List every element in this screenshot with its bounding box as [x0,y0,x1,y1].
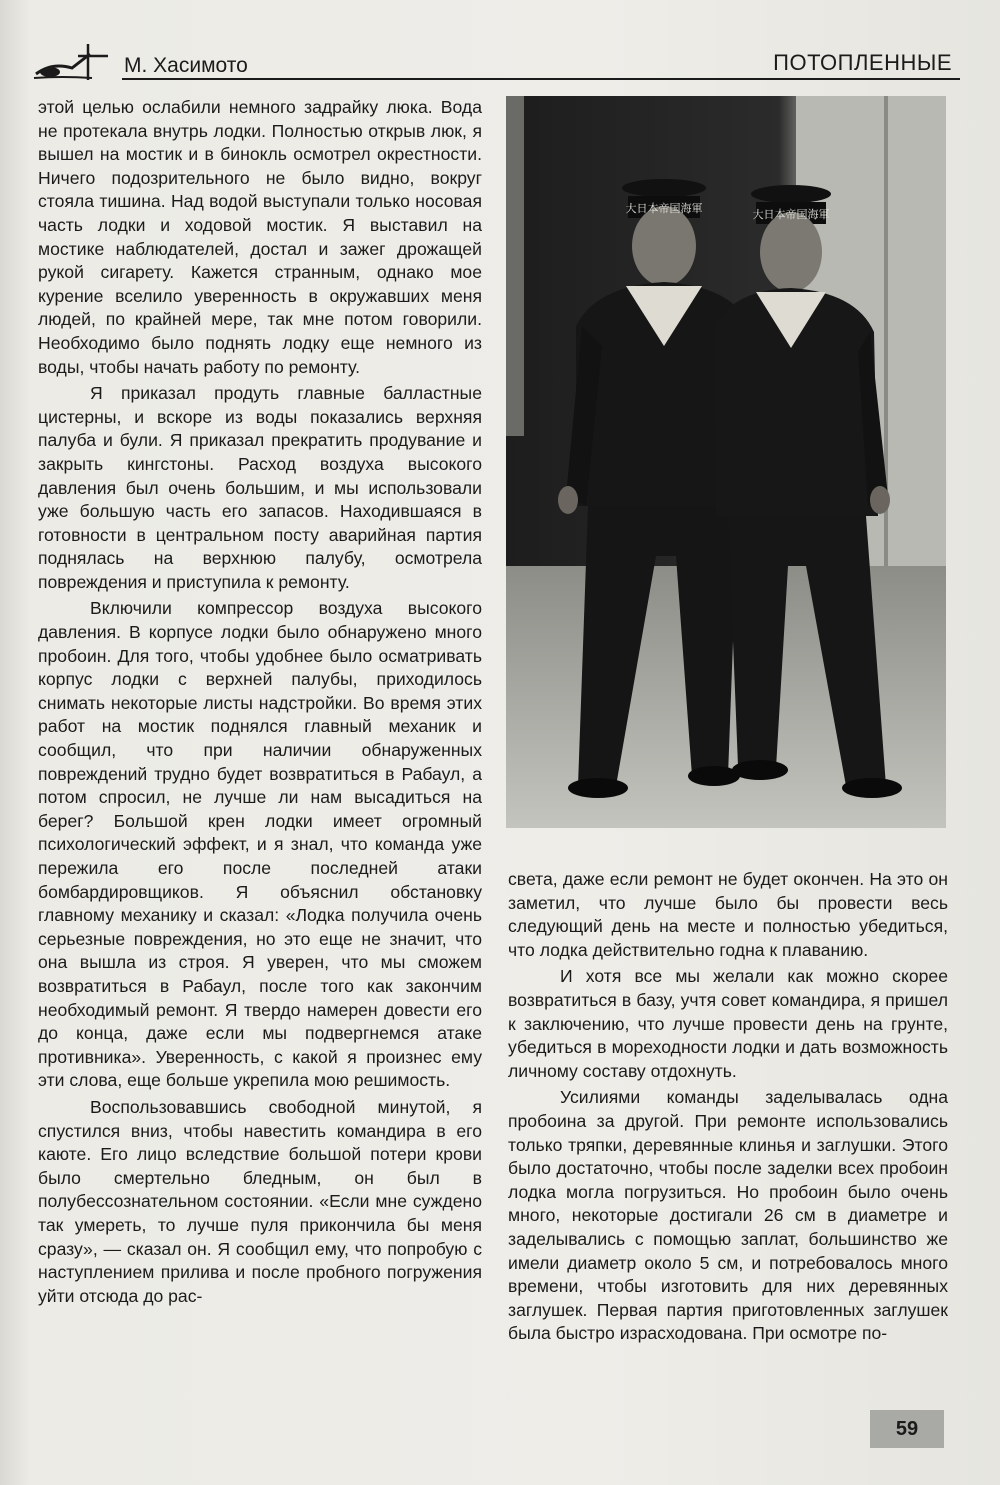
header-section-title: ПОТОПЛЕННЫЕ [773,50,952,75]
photo-two-sailors [506,96,946,828]
paragraph: Включили компрессор воздуха высокого давления. В корпусе лодки было обнаружено много пробоин. Для того, чтобы удобнее было осматривать корпус лодки с верхней палубы, приходилось снимать некоторые листы надстройки. Во время этих работ на мостик поднялся главный механик и сообщил, что при наличии обнаруженных повреждений трудно будет возвратиться в Рабаул, а потом спросил, не лучше ли нам высадиться на берег? Большой крен лодки имеет огромный психологический эффект, и я знал, что команда уже пережила его после последней атаки бомбардировщиков. Я объяснил обстановку главному механику и сказал: «Лодка получила очень серьезные повреждения, но это еще не значит, что она вышла из строя. Я уверен, что мы сможем возвратиться в Рабаул, после того как закончим необходимый ремонт. Я твердо намерен довести его до конца, даже если мы подвергнемся атаке противника». Уверенность, с какой я произнес ему эти слова, еще больше укрепила мою решимость. [38,598,482,1091]
hat-band-text-left: 大日本帝国海軍 [625,202,703,215]
paragraph: Я приказал продуть главные балластные цистерны, и вскоре из воды показались верхняя палуба и були. Я приказал прекратить продувание и закрыть кингстоны. Расход воздуха высокого давления был очень большим, и мы использовали уже большую часть его запасов. Находившаяся в готовности в центральном посту аварийная партия поднялась на верхнюю палубу, осмотрела повреждения и приступила к ремонту. [38,383,482,592]
paragraph: Усилиями команды заделывалась одна пробоина за другой. При ремонте использовались только тряпки, деревянные клинья и заглушки. Этого было достаточно, чтобы после заделки всех пробоин лодка могла погрузиться. Но пробоин было очень много, некоторые достигали 26 см в диаметре и заделывались с помощью заплат, большинство же имели диаметр около 5 см, и потребовалось много времени, чтобы изготовить для них деревянных заглушек. Первая партия приготовленных заглушек была быстро израсходована. При осмотре по- [508,1087,948,1344]
hat-band-text-right: 大日本帝国海軍 [752,208,830,221]
paragraph: этой целью ослабили немного задрайку люка. Вода не протекала внутрь лодки. Полностью открыв люк, я вышел на мостик и в бинокль осмотрел окрестности. Ничего подозрительного не было видно, вокруг стояла тишина. Над водой выступали только носовая часть лодки и ходовой мостик. Я выставил на мостике наблюдателей, достал и зажег дрожащей рукой сигарету. Кажется странным, однако мое курение вселило уверенность в окружавших меня людей, по крайней мере, так мне потом говорили. Необходимо было поднять лодку еще немного из воды, чтобы начать работу по ремонту. [38,97,482,377]
header-author: М. Хасимото [124,54,248,77]
paragraph: света, даже если ремонт не будет окончен. На это он заметил, что лучше было бы провести весь следующий день на месте и полностью убедиться, что лодка действительно годна к плаванию. [508,869,948,960]
running-header [30,40,960,85]
paragraph: И хотя все мы желали как можно скорее возвратиться в базу, учтя совет командира, я пришел к заключению, что лучше провести день на грунте, убедиться в мореходности лодки и дать возможность личному составу отдохнуть. [508,966,948,1081]
ship-anchor-logo-icon [32,40,112,82]
right-text-column [508,868,948,1349]
page-number: 59 [870,1410,944,1448]
header-rule [122,78,960,80]
photo-illustration [506,96,946,828]
left-text-column [38,96,482,1311]
paragraph: Воспользовавшись свободной минутой, я спустился вниз, чтобы навестить командира в его каюте. Его лицо вследствие большой потери крови было смертельно бледным, он был в полубессознательном состоянии. «Если мне суждено так умереть, то лучше пуля прикончила бы меня сразу», — сказал он. Я сообщил ему, что попробую с наступлением прилива и после пробного погружения уйти отсюда до рас- [38,1096,482,1306]
